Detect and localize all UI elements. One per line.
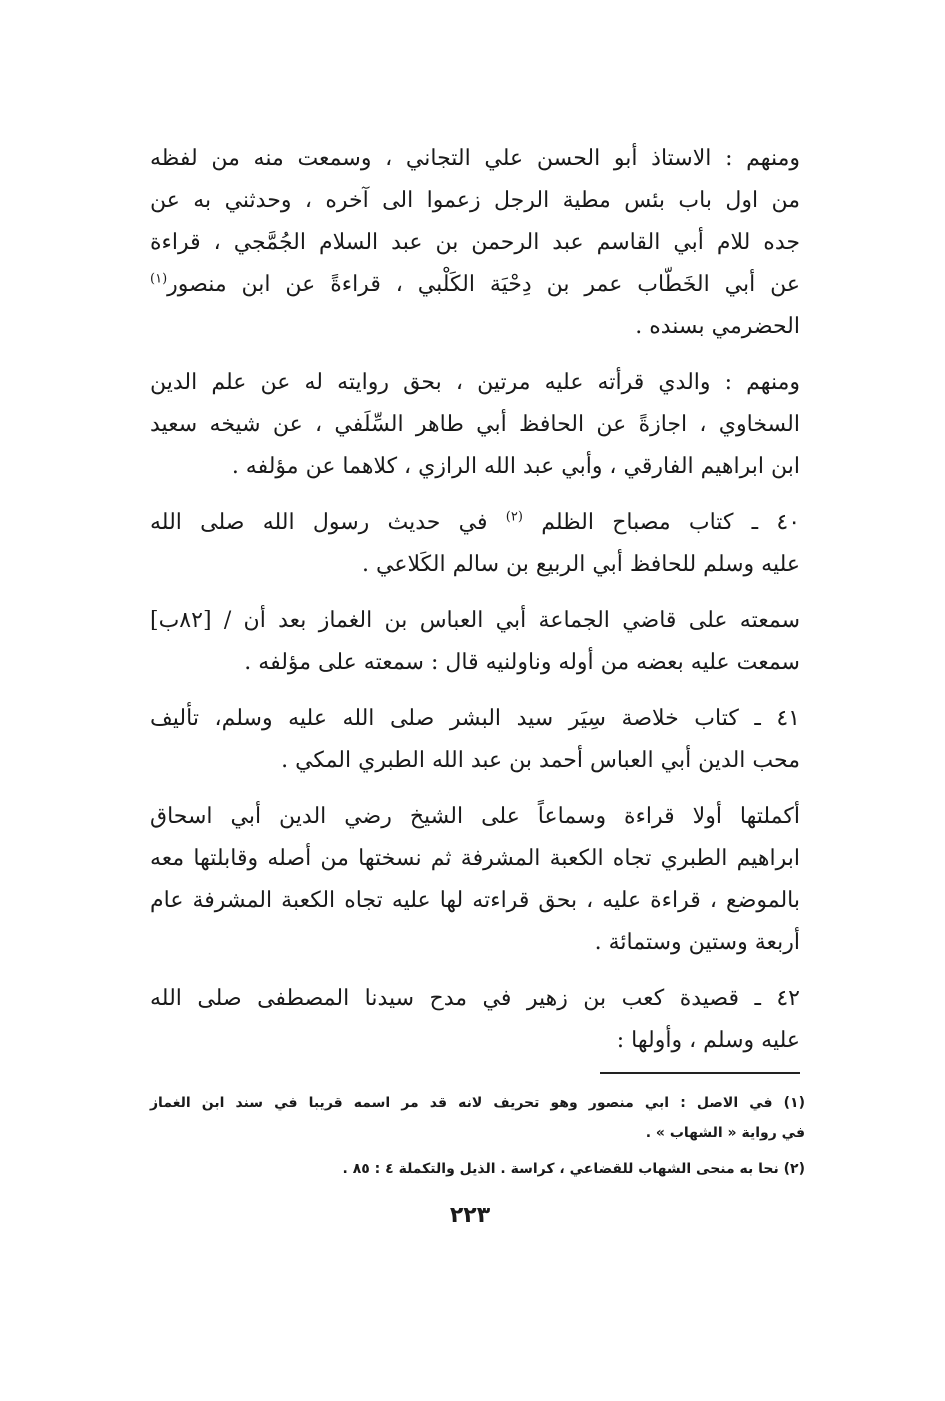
footnote-line: (١) في الاصل : ابي منصور وهو تحريف لانه قد مر اسمه قريبا في سند ابن الغماز bbox=[150, 1095, 805, 1111]
footnote-1 bbox=[150, 1088, 805, 1148]
text-segment: عن أبي الخَطّاب عمر بن دِحْيَة الكَلْبي ، قراءةً عن ابن منصور bbox=[167, 272, 800, 297]
text-line: ومنهم : الاستاذ أبو الحسن علي التجاني ، وسمعت منه من لفظه bbox=[150, 146, 800, 171]
text-line: محب الدين أبي العباس أحمد بن عبد الله الطبري المكي . bbox=[281, 748, 800, 773]
footnote-line: في رواية « الشهاب » . bbox=[645, 1125, 805, 1141]
footnote-ref-1[interactable]: (١) bbox=[150, 271, 168, 287]
footnote-line: (٢) نحا به منحى الشهاب للقضاعي ، كراسة . الذيل والتكملة ٤ : ٨٥ . bbox=[342, 1161, 805, 1177]
text-line: ابراهيم الطبري تجاه الكعبة المشرفة ثم نسختها من أصله وقابلتها معه bbox=[150, 846, 800, 871]
paragraph-1 bbox=[150, 138, 800, 348]
text-line: الحضرمي بسنده . bbox=[635, 314, 800, 339]
footnote-ref-2[interactable]: (٢) bbox=[505, 509, 523, 525]
paragraph-2 bbox=[150, 362, 800, 488]
text-line: جده للام أبي القاسم عبد الرحمن بن عبد السلام الجُمَّجي ، قراءة bbox=[150, 230, 800, 255]
entry-heading-line bbox=[150, 502, 800, 544]
footnote-divider bbox=[600, 1072, 800, 1074]
text-segment: في حديث رسول الله صلى الله bbox=[150, 510, 488, 535]
footnotes bbox=[150, 1088, 805, 1190]
paragraph-4 bbox=[150, 600, 800, 684]
text-line: من اول باب بئس مطية الرجل زعموا الى آخره ، وحدثني به عن bbox=[150, 188, 800, 213]
text-line: السخاوي ، اجازةً عن الحافظ أبي طاهر السِّلَفي ، عن شيخه سعيد bbox=[150, 412, 800, 437]
text-line: أربعة وستين وستمائة . bbox=[594, 930, 800, 955]
main-text bbox=[150, 138, 800, 1076]
entry-heading-line: ٤١ ـ كتاب خلاصة سِيَر سيد البشر صلى الله عليه وسلم، تأليف bbox=[150, 706, 800, 731]
entry-41 bbox=[150, 698, 800, 782]
text-segment: ٤٠ ـ كتاب مصباح الظلم bbox=[541, 510, 801, 535]
text-line: عليه وسلم للحافظ أبي الربيع بن سالم الكَلاعي . bbox=[362, 552, 800, 577]
text-line: عليه وسلم ، وأولها : bbox=[616, 1028, 800, 1053]
text-line: سمعته على قاضي الجماعة أبي العباس بن الغماز بعد أن / [٨٢ب] bbox=[150, 608, 800, 633]
text-line-with-ref bbox=[150, 264, 800, 306]
entry-42 bbox=[150, 978, 800, 1062]
text-line: بالموضع ، قراءة عليه ، بحق قراءته لها عليه تجاه الكعبة المشرفة عام bbox=[150, 888, 800, 913]
footnote-2 bbox=[150, 1154, 805, 1184]
text-line: سمعت عليه بعضه من أوله وناولنيه قال : سمعته على مؤلفه . bbox=[244, 650, 800, 675]
paragraph-6 bbox=[150, 796, 800, 964]
entry-40 bbox=[150, 502, 800, 586]
text-line: ومنهم : والدي قرأته عليه مرتين ، بحق روايته له عن علم الدين bbox=[150, 370, 800, 395]
entry-heading-line: ٤٢ ـ قصيدة كعب بن زهير في مدح سيدنا المصطفى صلى الله bbox=[150, 986, 800, 1011]
text-line: ابن ابراهيم الفارقي ، وأبي عبد الله الرازي ، كلاهما عن مؤلفه . bbox=[231, 454, 800, 479]
text-line: أكملتها أولا قراءة وسماعاً على الشيخ رضي الدين أبي اسحاق bbox=[150, 804, 800, 829]
page-number: ٢٢٣ bbox=[449, 1203, 491, 1228]
